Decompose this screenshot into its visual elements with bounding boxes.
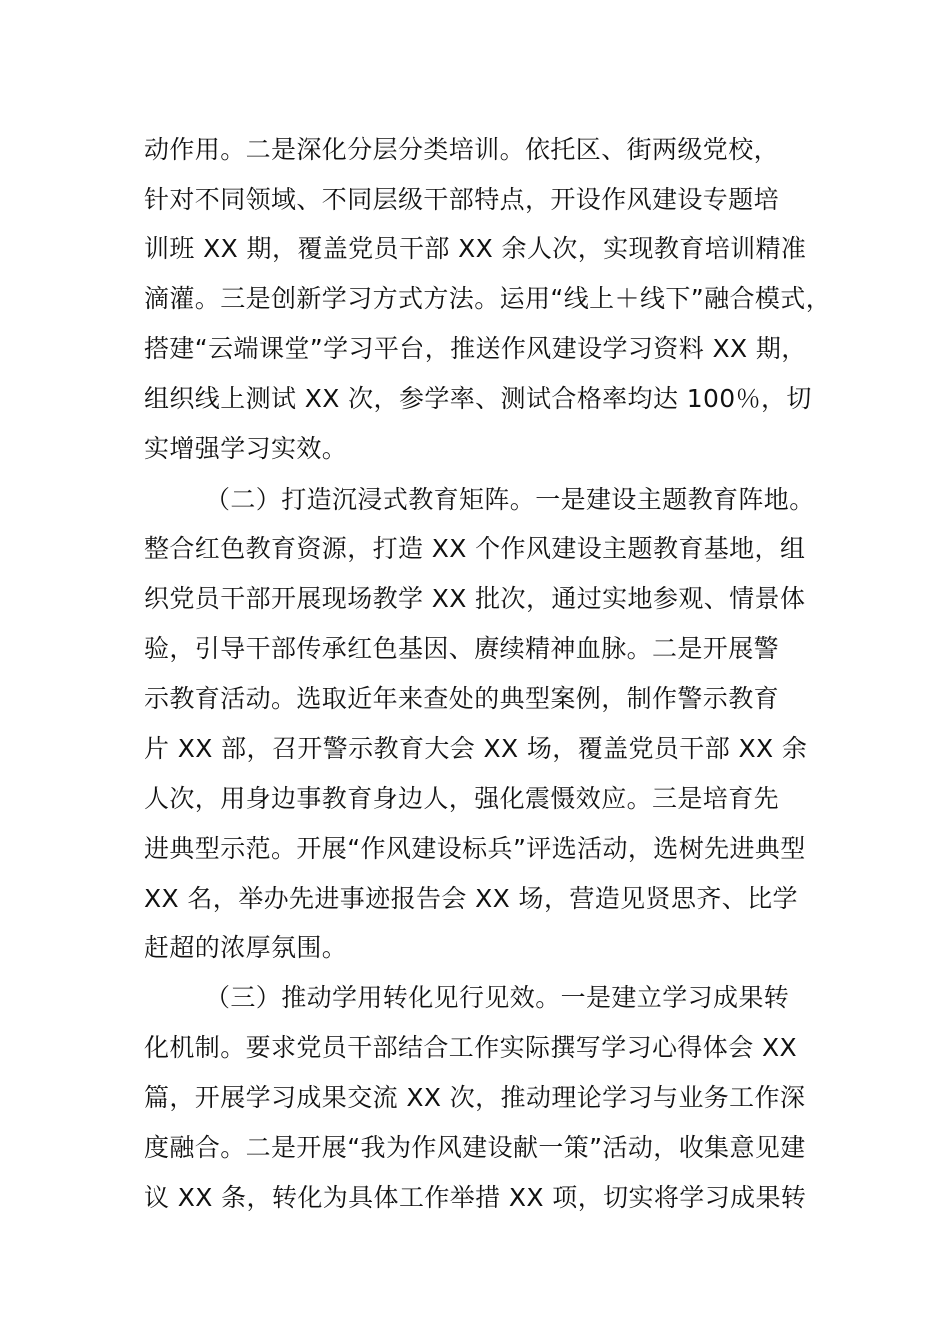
text-line: 议 XX 条，转化为具体工作举措 XX 项，切实将学习成果转 (144, 1183, 807, 1212)
text-line: 训班 XX 期，覆盖党员干部 XX 余人次，实现教育培训精准 (144, 234, 807, 263)
text-line: 搭建“云端课堂”学习平台，推送作风建设学习资料 XX 期， (144, 334, 807, 363)
text-line: 赶超的浓厚氛围。 (144, 933, 348, 962)
text-line: 组织线上测试 XX 次，参学率、测试合格率均达 100％，切 (144, 384, 812, 413)
text-line: 化机制。要求党员干部结合工作实际撰写学习心得体会 XX (144, 1033, 798, 1062)
text-line: 整合红色教育资源，打造 XX 个作风建设主题教育基地，组 (144, 534, 806, 563)
text-line: 滴灌。三是创新学习方式方法。运用“线上＋线下”融合模式， (144, 284, 832, 313)
text-line: 针对不同领域、不同层级干部特点，开设作风建设专题培 (144, 185, 780, 214)
text-line: 进典型示范。开展“作风建设标兵”评选活动，选树先进典型 (144, 834, 806, 863)
text-line: 实增强学习实效。 (144, 434, 348, 463)
text-line: 篇，开展学习成果交流 XX 次，推动理论学习与业务工作深 (144, 1083, 806, 1112)
text-line: 示教育活动。选取近年来查处的典型案例，制作警示教育 (144, 684, 780, 713)
text-line: 织党员干部开展现场教学 XX 批次，通过实地参观、情景体 (144, 584, 806, 613)
section-heading-3: （三）推动学用转化见行见效。一是建立学习成果转 (205, 983, 790, 1012)
text-line: 人次，用身边事教育身边人，强化震慑效应。三是培育先 (144, 784, 780, 813)
section-heading-2: （二）打造沉浸式教育矩阵。一是建设主题教育阵地。 (205, 485, 815, 514)
text-line: 验，引导干部传承红色基因、赓续精神血脉。二是开展警 (144, 634, 780, 663)
text-line: XX 名，举办先进事迹报告会 XX 场，营造见贤思齐、比学 (144, 884, 798, 913)
text-line: 动作用。二是深化分层分类培训。依托区、街两级党校， (144, 135, 780, 164)
text-line: 度融合。二是开展“我为作风建设献一策”活动，收集意见建 (144, 1133, 806, 1162)
text-line: 片 XX 部，召开警示教育大会 XX 场，覆盖党员干部 XX 余 (144, 734, 808, 763)
